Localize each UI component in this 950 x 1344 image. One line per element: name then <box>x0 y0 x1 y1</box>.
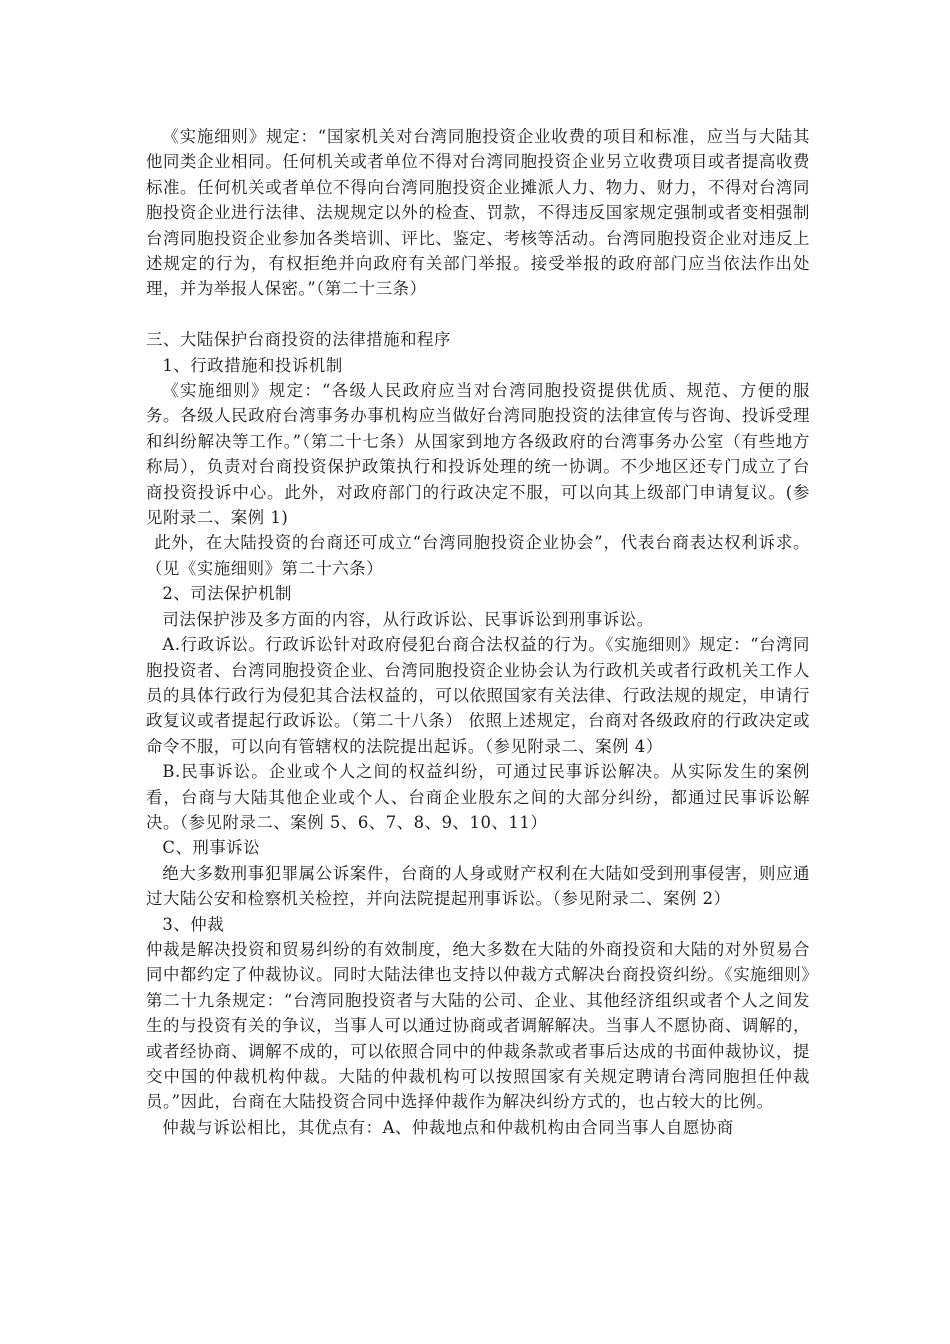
paragraph-judicial-overview: 司法保护涉及多方面的内容，从行政诉讼、民事诉讼到刑事诉讼。 <box>162 609 654 629</box>
paragraph-investors-association: 此外，在大陆投资的台商还可成立“台湾同胞投资企业协会”，代表台商表达权利诉求。（见《实施细则》第二十六条） <box>146 533 810 578</box>
subheading-judicial-protection: 2、司法保护机制 <box>162 584 292 604</box>
document-body <box>146 124 810 1140</box>
paragraph-administrative-litigation: A.行政诉讼。行政诉讼针对政府侵犯台商合法权益的行为。《实施细则》规定：“台湾同胞投资者、台湾同胞投资企业、台湾同胞投资企业协会认为行政机关或者行政机关工作人员的具体行政行为侵犯其合法权益的，可以依照国家有关法律、行政法规的规定，申请行政复议或者提起行政诉讼。（第二十八条） 依照上述规定，台商对各级政府的行政决定或命令不服，可以向有管辖权的法院提出起诉。（参见附录二、案例 4） <box>146 635 810 756</box>
paragraph-article-27: 《实施细则》规定：“各级人民政府应当对台湾同胞投资提供优质、规范、方便的服务。各级人民政府台湾事务办事机构应当做好台湾同胞投资的法律宣传与咨询、投诉受理和纠纷解决等工作。”（第二十七条）从国家到地方各级政府的台湾事务办公室（有些地方称局），负责对台商投资保护政策执行和投诉处理的统一协调。不少地区还专门成立了台商投资投诉中心。此外，对政府部门的行政决定不服，可以向其上级部门申请复议。(参见附录二、案例 1) <box>146 381 810 528</box>
paragraph-spacer <box>146 302 810 327</box>
paragraph-criminal-litigation: 绝大多数刑事犯罪属公诉案件，台商的人身或财产权利在大陆如受到刑事侵害，则应通过大陆公安和检察机关检控，并向法院提起刑事诉讼。（参见附录二、案例 2） <box>146 863 810 909</box>
paragraph-arbitration-advantages: 仲裁与诉讼相比，其优点有：A、仲裁地点和仲裁机构由合同当事人自愿协商 <box>162 1117 734 1137</box>
subheading-criminal-litigation: C、刑事诉讼 <box>162 838 261 858</box>
paragraph-arbitration: 仲裁是解决投资和贸易纠纷的有效制度，绝大多数在大陆的外商投资和大陆的对外贸易合同中都约定了仲裁协议。同时大陆法律也支持以仲裁方式解决台商投资纠纷。《实施细则》第二十九条规定：“台湾同胞投资者与大陆的公司、企业、其他经济组织或者个人之间发生的与投资有关的争议，当事人可以通过协商或者调解解决。当事人不愿协商、调解的，或者经协商、调解不成的，可以依照合同中的仲裁条款或者事后达成的书面仲裁协议，提交中国的仲裁机构仲裁。大陆的仲裁机构可以按照国家有关规定聘请台湾同胞担任仲裁员。”因此，台商在大陆投资合同中选择仲裁作为解决纠纷方式的，也占较大的比例。 <box>146 939 810 1112</box>
section-heading-3: 三、大陆保护台商投资的法律措施和程序 <box>146 330 451 350</box>
paragraph-civil-litigation: B.民事诉讼。企业或个人之间的权益纠纷，可通过民事诉讼解决。从实际发生的案例看，台商与大陆其他企业或个人、台商企业股东之间的大部分纠纷，都通过民事诉讼解决。（参见附录二、案例 5、6、7、8、9、10、11） <box>146 762 810 832</box>
subheading-arbitration: 3、仲裁 <box>162 914 225 934</box>
subheading-administrative-measures: 1、行政措施和投诉机制 <box>162 355 343 375</box>
paragraph-article-23: 《实施细则》规定：“国家机关对台湾同胞投资企业收费的项目和标准，应当与大陆其他同类企业相同。任何机关或者单位不得对台湾同胞投资企业另立收费项目或者提高收费标准。任何机关或者单位不得向台湾同胞投资企业摊派人力、物力、财力，不得对台湾同胞投资企业进行法律、法规规定以外的检查、罚款，不得违反国家规定强制或者变相强制台湾同胞投资企业参加各类培训、评比、鉴定、考核等活动。台湾同胞投资企业对违反上述规定的行为，有权拒绝并向政府有关部门举报。接受举报的政府部门应当依法作出处理，并为举报人保密。”（第二十三条） <box>146 127 810 299</box>
